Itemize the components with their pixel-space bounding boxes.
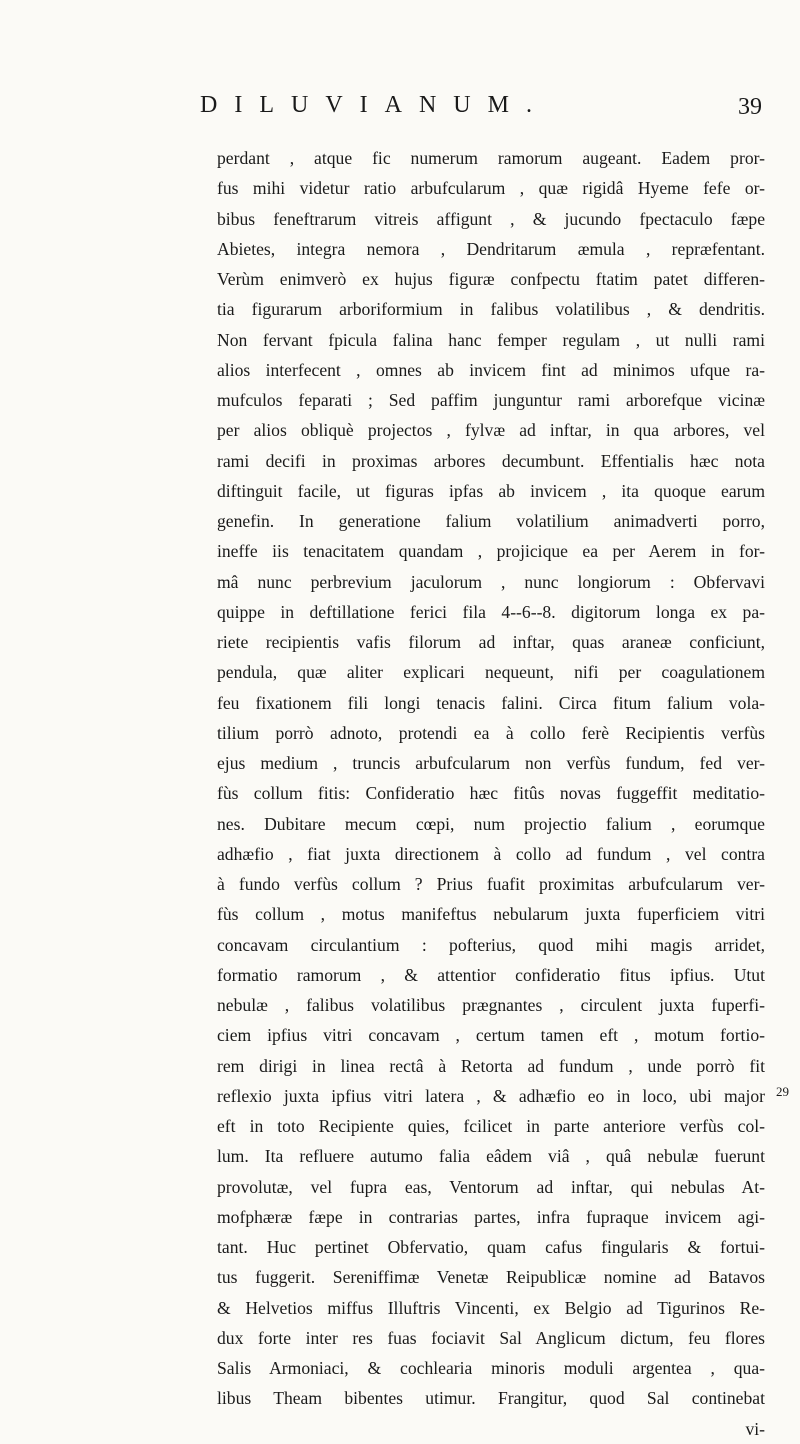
text-line: quippe in deftillatione ferici fila 4--6--8. digitorum longa ex pa- xyxy=(217,601,765,622)
text-line: pendula, quæ aliter explicari nequeunt, nifi per coagulationem xyxy=(217,662,765,683)
text-line: vi- xyxy=(745,1418,765,1439)
text-line: rem dirigi in linea rectâ à Retorta ad fundum , unde porrò fit xyxy=(217,1055,765,1076)
text-line: adhæfio , fiat juxta directionem à collo ad fundum , vel contra xyxy=(217,843,765,864)
text-line: diftinguit facile, ut figuras ipfas ab invicem , ita quoque earum xyxy=(217,480,765,501)
text-line: ciem ipfius vitri concavam , certum tamen eft , motum fortio- xyxy=(217,1025,765,1046)
text-line: libus Theam bibentes utimur. Frangitur, quod Sal continebat xyxy=(217,1388,765,1409)
text-line: mufculos feparati ; Sed paffim junguntur rami arborefque vicinæ xyxy=(217,390,765,410)
text-line: provolutæ, vel fupra eas, Ventorum ad inftar, qui nebulas At- xyxy=(217,1176,765,1197)
running-title: DILUVIANUM. xyxy=(200,92,549,118)
text-line: tant. Huc pertinet Obfervatio, quam cafus fingularis & fortui- xyxy=(217,1237,765,1257)
text-line: tilium porrò adnoto, protendi ea à collo ferè Recipientis verfùs xyxy=(217,722,765,743)
text-line: Verùm enimverò ex hujus figuræ confpectu ftatim patet differen- xyxy=(217,269,765,289)
text-line: ineffe iis tenacitatem quandam , projicique ea per Aerem in for- xyxy=(217,541,765,562)
text-line: ejus medium , truncis arbufcularum non verfùs fundum, fed ver- xyxy=(217,753,765,773)
text-line: reflexio juxta ipfius vitri latera , & adhæfio eo in loco, ubi major xyxy=(217,1085,765,1106)
text-line: mofphæræ fæpe in contrarias partes, infra fupraque invicem agi- xyxy=(217,1206,765,1227)
margin-note: 29 xyxy=(776,1084,789,1099)
text-line: eft in toto Recipiente quies, fcilicet in parte anteriore verfùs col- xyxy=(217,1116,765,1136)
text-line: nebulæ , falibus volatilibus prægnantes , circulent juxta fuperfi- xyxy=(217,995,765,1015)
text-line: genefin. In generatione falium volatilium animadverti porro, xyxy=(217,511,765,531)
text-line: Abietes, integra nemora , Dendritarum æmula , repræfentant. xyxy=(217,238,765,259)
text-line: riete recipientis vafis filorum ad inftar, quas araneæ conficiunt, xyxy=(217,632,765,652)
page-header xyxy=(0,92,800,132)
text-line: tus fuggerit. Sereniffimæ Venetæ Reipublicæ nomine ad Batavos xyxy=(217,1267,765,1288)
page-number: 39 xyxy=(738,94,762,120)
text-line: mâ nunc perbrevium jaculorum , nunc longiorum : Obfervavi xyxy=(217,571,765,592)
text-line: lum. Ita refluere autumo falia eâdem viâ , quâ nebulæ fuerunt xyxy=(217,1146,765,1167)
body-text xyxy=(217,143,765,1444)
text-line: feu fixationem fili longi tenacis falini. Circa fitum falium vola- xyxy=(217,692,765,713)
text-line: perdant , atque fic numerum ramorum augeant. Eadem pror- xyxy=(217,148,765,168)
text-line: à fundo verfùs collum ? Prius fuafit proximitas arbufcularum ver- xyxy=(217,874,765,894)
text-line: dux forte inter res fuas fociavit Sal Anglicum dictum, feu flores xyxy=(217,1327,765,1348)
text-line: rami decifi in proximas arbores decumbunt. Effentialis hæc nota xyxy=(217,450,765,471)
text-line: fus mihi videtur ratio arbufcularum , quæ rigidâ Hyeme fefe or- xyxy=(217,178,765,199)
text-line: Non fervant fpicula falina hanc femper regulam , ut nulli rami xyxy=(217,329,765,350)
text-line: & Helvetios miffus Illuftris Vincenti, ex Belgio ad Tigurinos Re- xyxy=(217,1297,765,1318)
text-line: fùs collum fitis: Confideratio hæc fitûs novas fuggeffit meditatio- xyxy=(217,783,765,804)
text-line: per alios obliquè projectos , fylvæ ad inftar, in qua arbores, vel xyxy=(217,420,765,441)
text-line: alios interfecent , omnes ab invicem fint ad minimos ufque ra- xyxy=(217,359,765,380)
text-line: concavam circulantium : pofterius, quod mihi magis arridet, xyxy=(217,934,765,955)
text-line: Salis Armoniaci, & cochlearia minoris moduli argentea , qua- xyxy=(217,1358,765,1378)
text-line: formatio ramorum , & attentior confideratio fitus ipfius. Utut xyxy=(217,964,765,985)
text-line: tia figurarum arboriformium in falibus volatilibus , & dendritis. xyxy=(217,299,765,320)
text-line: nes. Dubitare mecum cœpi, num projectio falium , eorumque xyxy=(217,813,765,834)
text-line: bibus feneftrarum vitreis affigunt , & jucundo fpectaculo fæpe xyxy=(217,208,765,229)
text-line: fùs collum , motus manifeftus nebularum juxta fuperficiem vitri xyxy=(217,904,765,925)
